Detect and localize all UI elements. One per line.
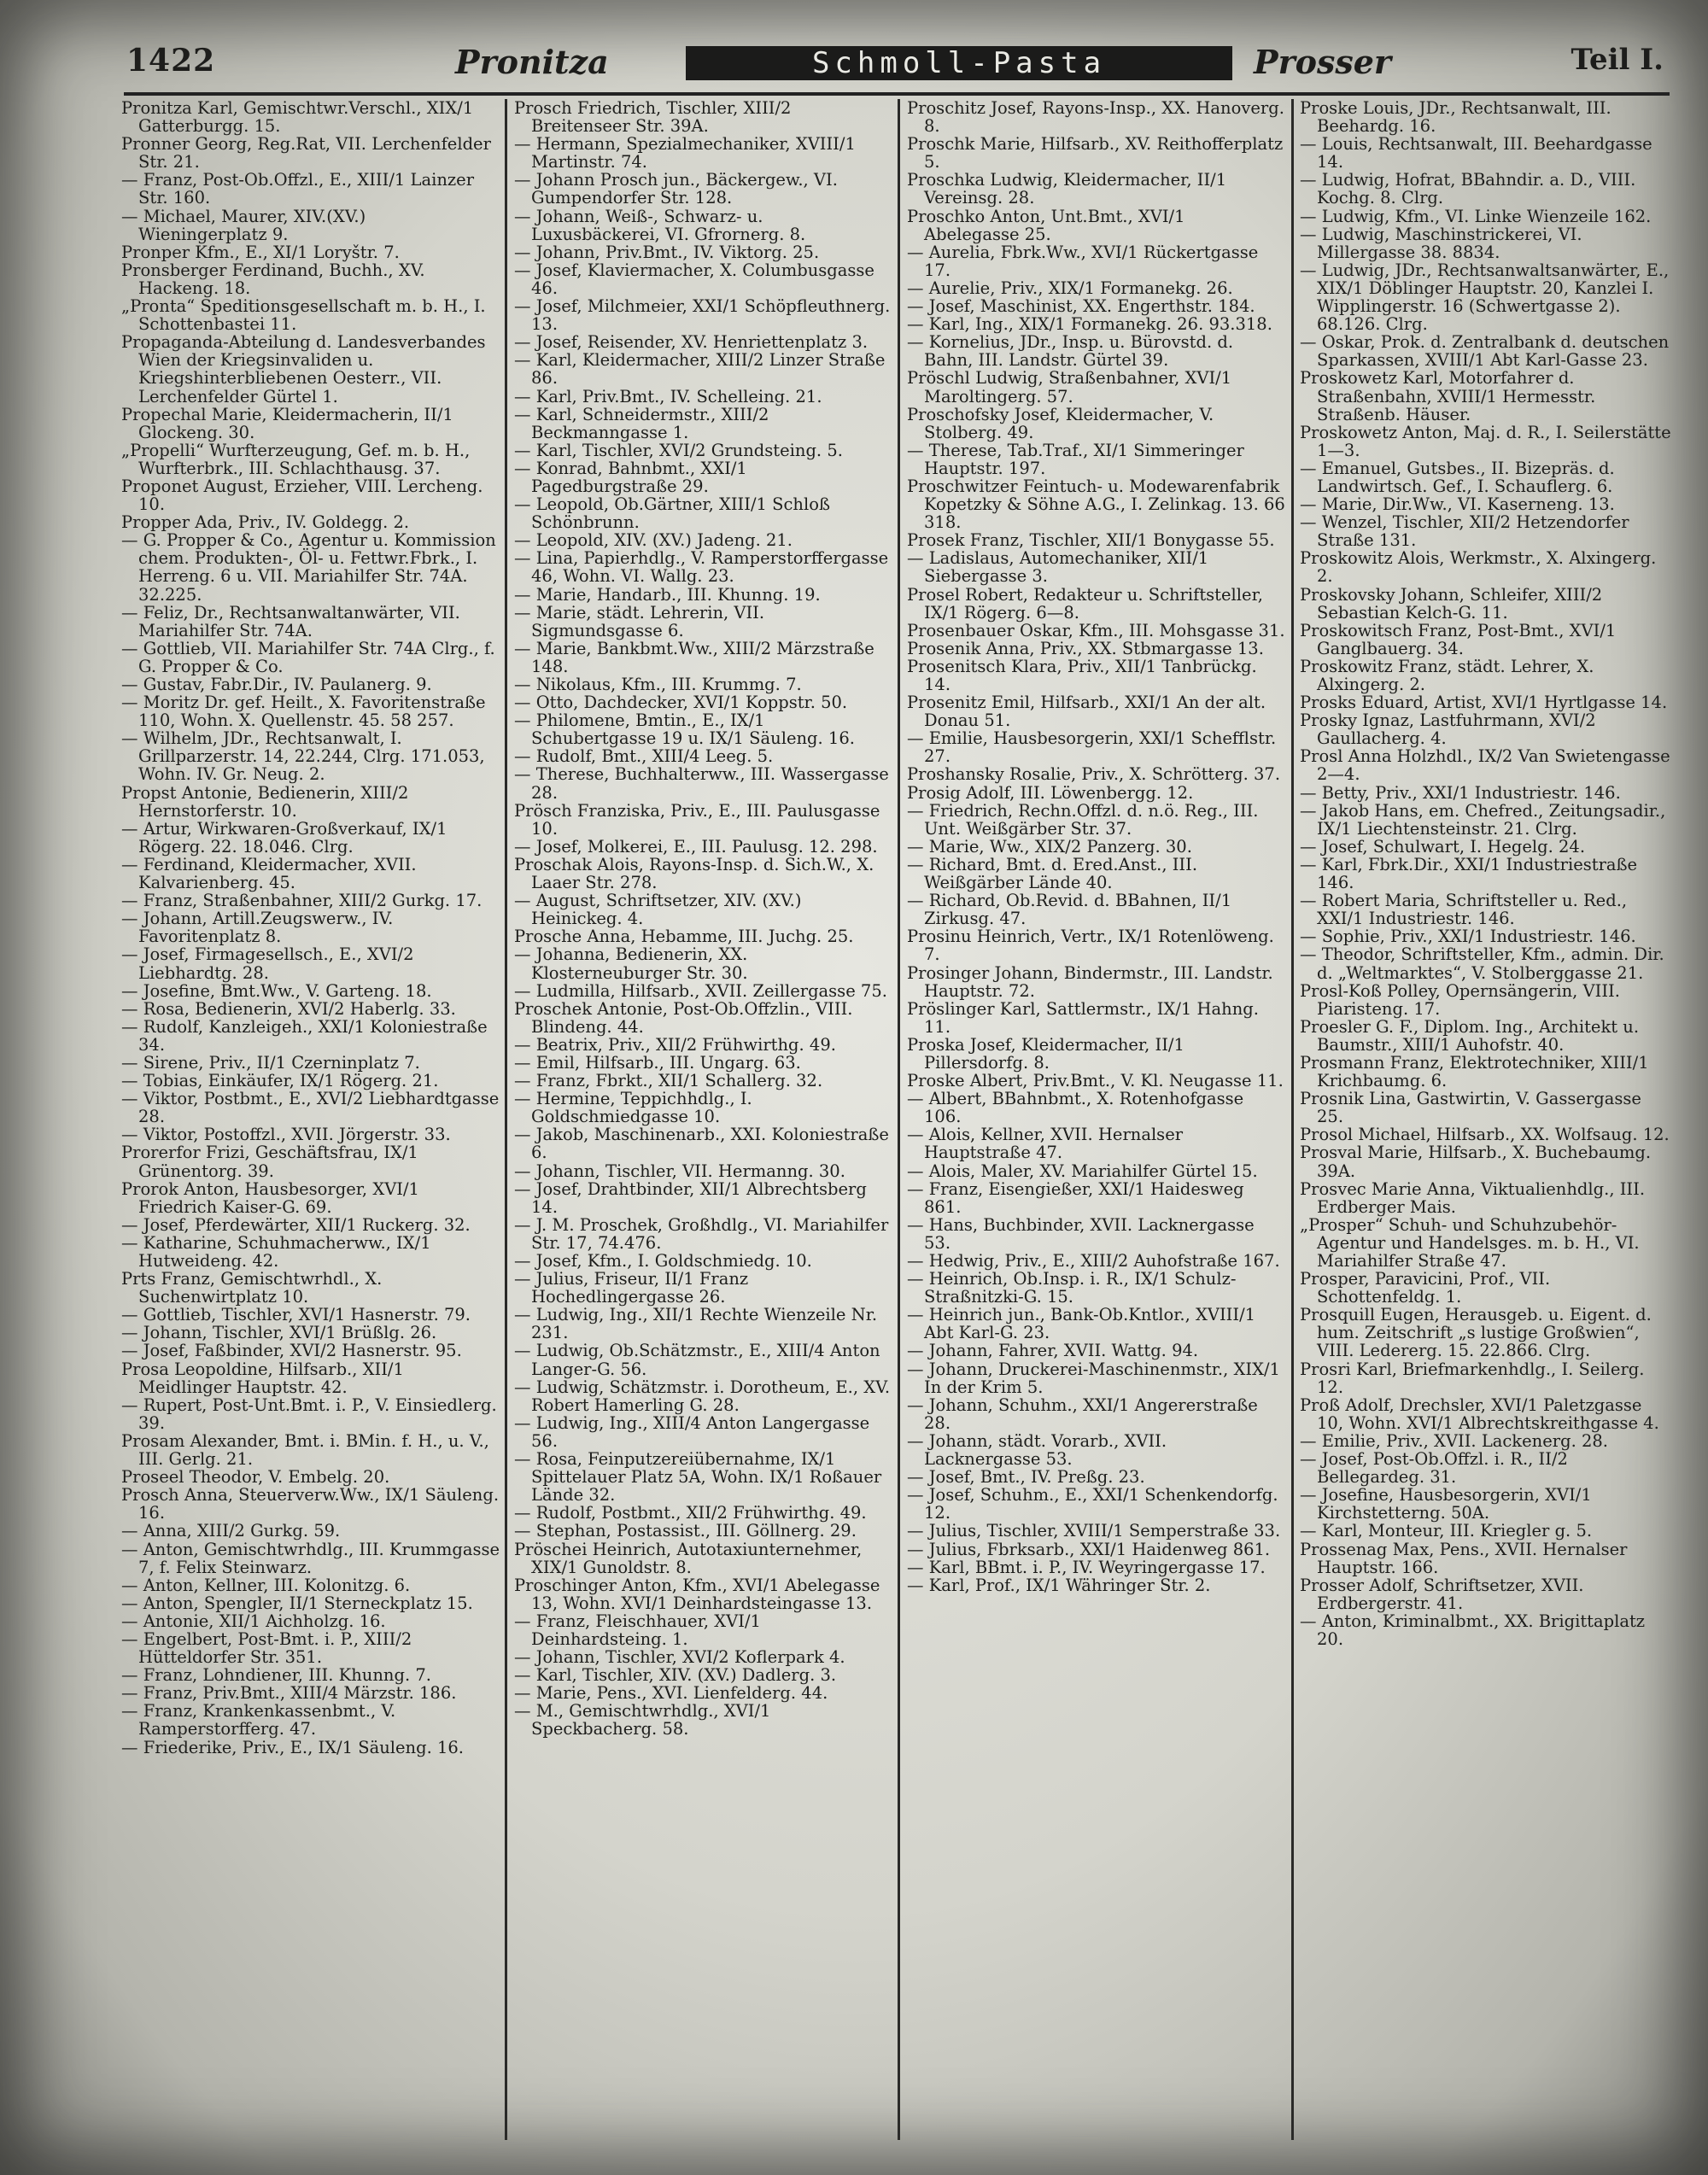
directory-entry: — Lina, Papierhdlg., V. Ramperstorffergasse 46, Wohn. VI. Wallg. 23.	[514, 548, 889, 587]
directory-entry: — Viktor, Postbmt., E., XVI/2 Liebhardtgasse 28.	[121, 1089, 500, 1127]
directory-entry: — Rosa, Bedienerin, XVI/2 Haberlg. 33.	[121, 998, 456, 1019]
directory-entry: — Ludwig, Kfm., VI. Linke Wienzeile 162.	[1300, 206, 1652, 226]
directory-entry: — Richard, Bmt. d. Ered.Anst., III. Weißgärber Lände 40.	[907, 854, 1198, 893]
directory-entry: — Beatrix, Priv., XII/2 Frühwirthg. 49.	[514, 1034, 836, 1055]
directory-entry: Prosenitsch Klara, Priv., XII/1 Tanbrückg. 14.	[907, 656, 1257, 694]
directory-entry: — Anton, Kellner, III. Kolonitzg. 6.	[121, 1575, 411, 1595]
directory-entry: — Johann, Artill.Zeugswerw., IV. Favoritenplatz 8.	[121, 909, 394, 947]
directory-entry: Proskovsky Johann, Schleifer, XIII/2 Sebastian Kelch-G. 11.	[1300, 584, 1603, 623]
directory-entry: — Josef, Milchmeier, XXI/1 Schöpfleuthnerg. 13.	[514, 296, 891, 335]
directory-entry: — August, Schriftsetzer, XIV. (XV.) Heinickeg. 4.	[514, 891, 802, 929]
directory-entry: — Emilie, Hausbesorgerin, XXI/1 Schefflstr. 27.	[907, 728, 1277, 767]
directory-entry: — Josef, Bmt., IV. Preßg. 23.	[907, 1467, 1145, 1488]
directory-entry: — Karl, Fbrk.Dir., XXI/1 Industriestraße 146.	[1300, 854, 1638, 893]
directory-entry: — Kornelius, JDr., Insp. u. Bürovstd. d. Bahn, III. Landstr. Gürtel 39.	[907, 332, 1234, 371]
directory-entry: — Franz, Lohndiener, III. Khunng. 7.	[121, 1665, 431, 1686]
directory-entry: Proska Josef, Kleidermacher, II/1 Pillersdorfg. 8.	[907, 1034, 1184, 1073]
directory-entry: — Jakob, Maschinenarb., XXI. Koloniestraße 6.	[514, 1125, 889, 1163]
column-divider	[1291, 99, 1294, 2140]
directory-entry: — G. Propper & Co., Agentur u. Kommission chem. Produkten-, Öl- u. Fettwr.Fbrk., I. Herreng. 6 u. VII. Mariahilfer Str. 74A. 32.225.	[121, 530, 496, 605]
directory-entry: Prosch Anna, Steuerverw.Ww., IX/1 Säuleng. 16.	[121, 1485, 500, 1523]
directory-entry: — Julius, Friseur, II/1 Franz Hochedlingergasse 26.	[514, 1269, 749, 1307]
directory-entry: — Marie, Pens., XVI. Lienfelderg. 44.	[514, 1683, 828, 1704]
directory-entry: — Johann, städt. Vorarb., XVII. Lacknergasse 53.	[907, 1430, 1167, 1470]
directory-entry: Prosch Friedrich, Tischler, XIII/2 Breitenseer Str. 39A.	[514, 99, 792, 137]
directory-entry: — Katharine, Schuhmacherww., IX/1 Hutweideng. 42.	[121, 1232, 431, 1271]
directory-entry: — Karl, BBmt. i. P., IV. Weyringergasse 17.	[907, 1557, 1266, 1577]
directory-entry: Prosenitz Emil, Hilfsarb., XXI/1 An der alt. Donau 51.	[907, 693, 1266, 731]
directory-entry: Pröschei Heinrich, Autotaxiunternehmer, XIX/1 Gunoldstr. 8.	[514, 1539, 863, 1577]
directory-entry: — Moritz Dr. gef. Heilt., X. Favoritenstraße 110, Wohn. X. Quellenstr. 45. 58 257.	[121, 693, 486, 731]
directory-entry: Propper Ada, Priv., IV. Goldegg. 2.	[121, 512, 410, 533]
directory-entry: — Marie, Handarb., III. Khunng. 19.	[514, 584, 821, 605]
directory-entry: Prosa Leopoldine, Hilfsarb., XII/1 Meidlinger Hauptstr. 42.	[121, 1359, 404, 1397]
directory-entry: Prosinger Johann, Bindermstr., III. Landstr. Hauptstr. 72.	[907, 962, 1273, 1001]
directory-entry: — Anton, Kriminalbmt., XX. Brigittaplatz 20.	[1300, 1611, 1646, 1649]
directory-entry: — Robert Maria, Schriftsteller u. Red., XXI/1 Industriestr. 146.	[1300, 891, 1628, 929]
directory-entry: Pröschl Ludwig, Straßenbahner, XVI/1 Maroltingerg. 57.	[907, 368, 1232, 406]
directory-entry: Proponet August, Erzieher, VIII. Lercheng. 10.	[121, 476, 483, 515]
directory-entry: — Karl, Priv.Bmt., IV. Schelleing. 21.	[514, 386, 822, 406]
directory-entry: — Franz, Priv.Bmt., XIII/4 Märzstr. 186.	[121, 1683, 457, 1704]
directory-entry: Proskowitz Franz, städt. Lehrer, X. Alxingerg. 2.	[1300, 656, 1594, 694]
directory-entry: — Anton, Spengler, II/1 Sterneckplatz 15.	[121, 1593, 473, 1613]
directory-entry: — Alois, Kellner, XVII. Hernalser Hauptstraße 47.	[907, 1125, 1184, 1163]
directory-entry: — Ladislaus, Automechaniker, XII/1 Siebergasse 3.	[907, 548, 1209, 587]
page-header	[126, 39, 1664, 94]
directory-entry: — Jakob Hans, em. Chefred., Zeitungsadir., IX/1 Liechtensteinstr. 21. Clrg.	[1300, 800, 1666, 839]
directory-entry: Prosenik Anna, Priv., XX. Stbmargasse 13.	[907, 638, 1264, 658]
directory-entry: Prosig Adolf, III. Löwenbergg. 12.	[907, 782, 1194, 803]
directory-entry: — Leopold, Ob.Gärtner, XIII/1 Schloß Schönbrunn.	[514, 494, 830, 533]
directory-entry: Pronitza Karl, Gemischtwr.Verschl., XIX/1 Gatterburgg. 15.	[121, 99, 474, 137]
directory-entry: — Heinrich, Ob.Insp. i. R., IX/1 Schulz-Straßnitzki-G. 15.	[907, 1269, 1237, 1307]
directory-entry: — Aurelia, Fbrk.Ww., XVI/1 Rückertgasse 17.	[907, 242, 1259, 280]
directory-entry: — Tobias, Einkäufer, IX/1 Rögerg. 21.	[121, 1071, 439, 1091]
directory-entry: — Josef, Post-Ob.Offzl. i. R., II/2 Bellegardeg. 31.	[1300, 1449, 1568, 1488]
directory-entry: — Aurelie, Priv., XIX/1 Formanekg. 26.	[907, 278, 1233, 298]
directory-entry: „Propelli“ Wurfterzeugung, Gef. m. b. H., Wurfterbrk., III. Schlachthausg. 37.	[121, 440, 471, 478]
directory-entry: — Ludmilla, Hilfsarb., XVII. Zeillergasse 75.	[514, 980, 887, 1001]
directory-entry: — Friedrich, Rechn.Offzl. d. n.ö. Reg., III. Unt. Weißgärber Str. 37.	[907, 800, 1259, 839]
directory-entry: — Friederike, Priv., E., IX/1 Säuleng. 16.	[121, 1737, 464, 1757]
directory-entry: Proskowitsch Franz, Post-Bmt., XVI/1 Ganglbauerg. 34.	[1300, 620, 1617, 658]
directory-entry: Prorok Anton, Hausbesorger, XVI/1 Friedrich Kaiser-G. 69.	[121, 1178, 419, 1217]
directory-entry: — Philomene, Bmtin., E., IX/1 Schubertgasse 19 u. IX/1 Säuleng. 16.	[514, 710, 855, 749]
column-2	[514, 99, 892, 2140]
directory-entry: Prosam Alexander, Bmt. i. BMin. f. H., u. V., III. Gerlg. 21.	[121, 1430, 489, 1470]
directory-entry: — Johann, Tischler, XVI/2 Koflerpark 4.	[514, 1647, 845, 1668]
directory-entry: Proschinger Anton, Kfm., XVI/1 Abelegasse 13, Wohn. XVI/1 Deinhardsteingasse 13.	[514, 1575, 880, 1613]
directory-entry: — Gottlieb, VII. Mariahilfer Str. 74A Clrg., f. G. Propper & Co.	[121, 638, 495, 676]
column-divider	[898, 99, 900, 2140]
directory-entry: Proschka Ludwig, Kleidermacher, II/1 Vereinsg. 28.	[907, 170, 1227, 208]
directory-entry: — Betty, Priv., XXI/1 Industriestr. 146.	[1300, 782, 1621, 803]
directory-entry: Prosper, Paravicini, Prof., VII. Schottenfeldg. 1.	[1300, 1269, 1551, 1307]
directory-entry: — Josef, Klaviermacher, X. Columbusgasse 46.	[514, 260, 874, 298]
directory-entry: — Leopold, XIV. (XV.) Jadeng. 21.	[514, 530, 793, 551]
directory-entry: Prosvec Marie Anna, Viktualienhdlg., III. Erdberger Mais.	[1300, 1178, 1646, 1217]
directory-entry: Prosquill Eugen, Herausgeb. u. Eigent. d. hum. Zeitschrift „s lustige Großwien“, VIII. Ledererg. 15. 22.866. Clrg.	[1300, 1305, 1652, 1361]
directory-entry: — Emanuel, Gutsbes., II. Bizepräs. d. Landwirtsch. Gef., I. Schauflerg. 6.	[1300, 458, 1615, 496]
directory-entry: — Karl, Schneidermstr., XIII/2 Beckmanngasse 1.	[514, 404, 769, 442]
directory-entry: Prosks Eduard, Artist, XVI/1 Hyrtlgasse 14.	[1300, 693, 1668, 713]
directory-entry: — Johanna, Bedienerin, XX. Klosterneuburger Str. 30.	[514, 944, 748, 983]
directory-entry: — Josef, Schuhm., E., XXI/1 Schenkendorfg. 12.	[907, 1485, 1278, 1523]
directory-entry: — Emilie, Priv., XVII. Lackenerg. 28.	[1300, 1430, 1608, 1451]
directory-entry: — Michael, Maurer, XIV.(XV.) Wieningerplatz 9.	[121, 206, 366, 244]
directory-entry: Pronner Georg, Reg.Rat, VII. Lerchenfelder Str. 21.	[121, 134, 491, 172]
directory-entry: — Engelbert, Post-Bmt. i. P., XIII/2 Hütteldorfer Str. 351.	[121, 1628, 412, 1668]
directory-entry: — Josef, Firmagesellsch., E., XVI/2 Liebhardtg. 28.	[121, 944, 414, 983]
directory-entry: — Sirene, Priv., II/1 Czerninplatz 7.	[121, 1052, 420, 1073]
directory-entry: — Oskar, Prok. d. Zentralbank d. deutschen Sparkassen, XVIII/1 Abt Karl-Gasse 23.	[1300, 332, 1670, 371]
directory-entry: — Josef, Reisender, XV. Henriettenplatz 3.	[514, 332, 869, 353]
directory-entry: — Hans, Buchbinder, XVII. Lacknergasse 53.	[907, 1214, 1255, 1253]
directory-entry: Prossenag Max, Pens., XVII. Hernalser Hauptstr. 166.	[1300, 1539, 1628, 1577]
directory-entry: — J. M. Proschek, Großhdlg., VI. Mariahilfer Str. 17, 74.476.	[514, 1214, 889, 1253]
directory-entry: — Viktor, Postoffzl., XVII. Jörgerstr. 33.	[121, 1125, 451, 1145]
directory-entry: — Josef, Faßbinder, XVI/2 Hasnerstr. 95.	[121, 1341, 462, 1361]
directory-entry: — Therese, Tab.Traf., XI/1 Simmeringer Hauptstr. 197.	[907, 440, 1244, 478]
directory-entry: Proske Louis, JDr., Rechtsanwalt, III. Beehardg. 16.	[1300, 99, 1611, 137]
directory-entry: — Johann, Schuhm., XXI/1 Angererstraße 28.	[907, 1394, 1258, 1433]
directory-entry: — Emil, Hilfsarb., III. Ungarg. 63.	[514, 1052, 801, 1073]
directory-entry: — Johann, Weiß-, Schwarz- u. Luxusbäckerei, VI. Gfrornerg. 8.	[514, 206, 806, 244]
directory-entry: Propst Antonie, Bedienerin, XIII/2 Hernstorferstr. 10.	[121, 782, 409, 821]
directory-entry: — Josef, Maschinist, XX. Engerthstr. 184.	[907, 296, 1255, 317]
directory-entry: Propechal Marie, Kleidermacherin, II/1 Glockeng. 30.	[121, 404, 453, 442]
directory-entry: — Marie, Dir.Ww., VI. Kaserneng. 13.	[1300, 494, 1615, 515]
directory-entry: Proschwitzer Feintuch- u. Modewarenfabrik Kopetzky & Söhne A.G., I. Zelinkag. 13. 66 318.	[907, 476, 1285, 533]
directory-entry: — Ludwig, Schätzmstr. i. Dorotheum, E., XV. Robert Hamerling G. 28.	[514, 1377, 891, 1415]
directory-entry: — Ferdinand, Kleidermacher, XVII. Kalvarienberg. 45.	[121, 854, 417, 893]
directory-entry: — Johann, Druckerei-Maschinenmstr., XIX/1 In der Krim 5.	[907, 1359, 1280, 1397]
directory-entry: — Wilhelm, JDr., Rechtsanwalt, I. Grillparzerstr. 14, 22.244, Clrg. 171.053, Wohn. IV. Gr. Neug. 2.	[121, 728, 485, 785]
directory-entry: — Karl, Tischler, XIV. (XV.) Dadlerg. 3.	[514, 1665, 837, 1686]
directory-entry: — Nikolaus, Kfm., III. Krummg. 7.	[514, 675, 802, 694]
directory-entry: Proshansky Rosalie, Priv., X. Schrötterg. 37.	[907, 764, 1281, 785]
directory-entry: — Karl, Kleidermacher, XIII/2 Linzer Straße 86.	[514, 350, 886, 389]
directory-entry: — Josef, Drahtbinder, XII/1 Albrechtsberg 14.	[514, 1178, 867, 1217]
directory-entry: — Heinrich jun., Bank-Ob.Kntlor., XVIII/1 Abt Karl-G. 23.	[907, 1305, 1256, 1343]
directory-entry: — Marie, Bankbmt.Ww., XIII/2 Märzstraße 148.	[514, 638, 874, 676]
columns-container	[121, 99, 1671, 2140]
directory-entry: — Hermine, Teppichhdlg., I. Goldschmiedgasse 10.	[514, 1089, 752, 1127]
directory-entry: Prosenbauer Oskar, Kfm., III. Mohsgasse 31.	[907, 620, 1285, 640]
directory-entry: — Gottlieb, Tischler, XVI/1 Hasnerstr. 79.	[121, 1305, 471, 1325]
directory-entry: — Antonie, XII/1 Aichholzg. 16.	[121, 1611, 386, 1631]
directory-entry: — Konrad, Bahnbmt., XXI/1 Pagedburgstraße 29.	[514, 458, 747, 496]
directory-entry: — Ludwig, Ing., XIII/4 Anton Langergasse 56.	[514, 1412, 870, 1451]
directory-entry: Prosri Karl, Briefmarkenhdlg., I. Seilerg. 12.	[1300, 1359, 1645, 1397]
directory-entry: Prösch Franziska, Priv., E., III. Paulusgasse 10.	[514, 800, 880, 839]
directory-entry: Pronper Kfm., E., XI/1 Loryštr. 7.	[121, 242, 400, 262]
directory-entry: — Ludwig, Maschinstrickerei, VI. Millergasse 38. 8834.	[1300, 224, 1582, 262]
directory-entry: Prosinu Heinrich, Vertr., IX/1 Rotenlöweng. 7.	[907, 927, 1274, 965]
directory-entry: — Franz, Post-Ob.Offzl., E., XIII/1 Lainzer Str. 160.	[121, 170, 475, 208]
directory-entry: — Wenzel, Tischler, XII/2 Hetzendorfer Straße 131.	[1300, 512, 1629, 551]
directory-entry: Proesler G. F., Diplom. Ing., Architekt u. Baumstr., XIII/1 Auhofstr. 40.	[1300, 1016, 1640, 1055]
directory-entry: — Alois, Maler, XV. Mariahilfer Gürtel 15.	[907, 1161, 1258, 1181]
directory-entry: — Rudolf, Bmt., XIII/4 Leeg. 5.	[514, 746, 774, 767]
directory-entry: Proß Adolf, Drechsler, XVI/1 Paletzgasse 10, Wohn. XVI/1 Albrechtskreithgasse 4.	[1300, 1394, 1659, 1433]
right-guide-word: Prosser	[1254, 43, 1391, 81]
banner-advertisement: Schmoll-Pasta	[686, 46, 1232, 80]
directory-entry: Proseel Theodor, V. Embelg. 20.	[121, 1467, 390, 1488]
directory-entry: Proschko Anton, Unt.Bmt., XVI/1 Abelegasse 25.	[907, 206, 1185, 244]
directory-entry: — Julius, Fbrksarb., XXI/1 Haidenweg 861.	[907, 1539, 1271, 1559]
directory-entry: — Marie, Ww., XIX/2 Panzerg. 30.	[907, 836, 1192, 857]
directory-entry: — Josef, Schulwart, I. Hegelg. 24.	[1300, 836, 1586, 857]
directory-entry: — Karl, Prof., IX/1 Währinger Str. 2.	[907, 1575, 1211, 1595]
directory-entry: — Karl, Ing., XIX/1 Formanekg. 26. 93.318.	[907, 314, 1272, 335]
directory-entry: — Josef, Pferdewärter, XII/1 Ruckerg. 32.	[121, 1214, 471, 1235]
directory-entry: — Johann, Priv.Bmt., IV. Viktorg. 25.	[514, 242, 820, 262]
directory-entry: — Hermann, Spezialmechaniker, XVIII/1 Martinstr. 74.	[514, 134, 856, 172]
directory-entry: — Franz, Straßenbahner, XIII/2 Gurkg. 17.	[121, 891, 483, 911]
directory-entry: Proschek Antonie, Post-Ob.Offzlin., VIII. Blindeng. 44.	[514, 998, 853, 1037]
directory-entry: — Sophie, Priv., XXI/1 Industriestr. 146.	[1300, 927, 1636, 947]
directory-entry: — Louis, Rechtsanwalt, III. Beehardgasse 14.	[1300, 134, 1652, 172]
directory-entry: — Franz, Fbrkt., XII/1 Schallerg. 32.	[514, 1071, 823, 1091]
directory-entry: — Anna, XIII/2 Gurkg. 59.	[121, 1521, 341, 1541]
directory-entry: Prosmann Franz, Elektrotechniker, XIII/1 Krichbaumg. 6.	[1300, 1052, 1649, 1091]
directory-entry: — Richard, Ob.Revid. d. BBahnen, II/1 Zirkusg. 47.	[907, 891, 1232, 929]
directory-entry: — Ludwig, Hofrat, BBahndir. a. D., VIII. Kochg. 8. Clrg.	[1300, 170, 1636, 208]
column-3	[907, 99, 1285, 2140]
directory-entry: — Ludwig, Ing., XII/1 Rechte Wienzeile Nr. 231.	[514, 1305, 878, 1343]
directory-entry: Prosnik Lina, Gastwirtin, V. Gassergasse 25.	[1300, 1089, 1641, 1127]
directory-entry: Proschofsky Josef, Kleidermacher, V. Stolberg. 49.	[907, 404, 1214, 442]
directory-entry: — Karl, Tischler, XVI/2 Grundsteing. 5.	[514, 440, 843, 460]
directory-entry: — Hedwig, Priv., E., XIII/2 Auhofstraße 167.	[907, 1251, 1280, 1271]
directory-entry: Prorerfor Frizi, Geschäftsfrau, IX/1 Grünentorg. 39.	[121, 1143, 418, 1181]
directory-entry: — Karl, Monteur, III. Kriegler g. 5.	[1300, 1521, 1593, 1541]
left-guide-word: Pronitza	[455, 43, 609, 81]
directory-entry: — Gustav, Fabr.Dir., IV. Paulanerg. 9.	[121, 675, 432, 694]
directory-entry: Prosval Marie, Hilfsarb., X. Buchebaumg. 39A.	[1300, 1143, 1652, 1181]
directory-entry: Prosser Adolf, Schriftsetzer, XVII. Erdbergerstr. 41.	[1300, 1575, 1584, 1613]
directory-entry: — Josefine, Hausbesorgerin, XVI/1 Kirchstetterng. 50A.	[1300, 1485, 1592, 1523]
directory-entry: Prosl Anna Holzhdl., IX/2 Van Swietengasse 2—4.	[1300, 746, 1670, 785]
directory-entry: — Johann, Fahrer, XVII. Wattg. 94.	[907, 1341, 1199, 1361]
directory-entry: — Josef, Molkerei, E., III. Paulusg. 12. 298.	[514, 836, 878, 857]
directory-entry: — M., Gemischtwrhdlg., XVI/1 Speckbacherg. 58.	[514, 1701, 771, 1739]
directory-entry: — Rudolf, Kanzleigeh., XXI/1 Koloniestraße 34.	[121, 1016, 488, 1055]
part-label: Teil I.	[1571, 43, 1664, 77]
directory-entry: — Otto, Dachdecker, XVI/1 Koppstr. 50.	[514, 693, 848, 713]
directory-entry: Proskowitz Alois, Werkmstr., X. Alxingerg. 2.	[1300, 548, 1657, 587]
directory-entry: Prosche Anna, Hebamme, III. Juchg. 25.	[514, 927, 854, 947]
directory-entry: Proschk Marie, Hilfsarb., XV. Reithofferplatz 5.	[907, 134, 1284, 172]
directory-entry: — Rudolf, Postbmt., XII/2 Frühwirthg. 49.	[514, 1503, 867, 1523]
directory-entry: Prosek Franz, Tischler, XII/1 Bonygasse 55.	[907, 530, 1275, 551]
directory-entry: Proske Albert, Priv.Bmt., V. Kl. Neugasse 11.	[907, 1071, 1284, 1091]
directory-entry: — Rupert, Post-Unt.Bmt. i. P., V. Einsiedlerg. 39.	[121, 1394, 497, 1433]
directory-entry: Prosol Michael, Hilfsarb., XX. Wolfsaug. 12.	[1300, 1125, 1670, 1145]
directory-entry: „Prosper“ Schuh- und Schuhzubehör-Agentur und Handelsges. m. b. H., VI. Mariahilfer Straße 47.	[1300, 1214, 1640, 1271]
directory-entry: — Josefine, Bmt.Ww., V. Garteng. 18.	[121, 980, 432, 1001]
directory-entry: — Franz, Krankenkassenbmt., V. Ramperstorfferg. 47.	[121, 1701, 396, 1739]
directory-entry: Prosel Robert, Redakteur u. Schriftsteller, IX/1 Rögerg. 6—8.	[907, 584, 1263, 623]
directory-entry: — Rosa, Feinputzereiübernahme, IX/1 Spittelauer Platz 5A, Wohn. IX/1 Roßauer Lände 32.	[514, 1449, 882, 1506]
directory-entry: — Johann, Tischler, XVI/1 Brüßlg. 26.	[121, 1323, 437, 1343]
directory-entry: — Julius, Tischler, XVIII/1 Semperstraße 33.	[907, 1521, 1281, 1541]
directory-entry: Prosl-Koß Polley, Opernsängerin, VIII. Piaristeng. 17.	[1300, 980, 1620, 1019]
directory-entry: Proschitz Josef, Rayons-Insp., XX. Hanoverg. 8.	[907, 99, 1284, 137]
directory-entry: — Johann, Tischler, VII. Hermanng. 30.	[514, 1161, 845, 1181]
directory-entry: „Pronta“ Speditionsgesellschaft m. b. H., I. Schottenbastei 11.	[121, 296, 486, 335]
directory-entry: Propaganda-Abteilung d. Landesverbandes Wien der Kriegsinvaliden u. Kriegshinterbliebenen Oesterr., VII. Lerchenfelder Gürtel 1.	[121, 332, 486, 406]
page-number: 1422	[126, 43, 216, 79]
directory-entry: Prts Franz, Gemischtwrhdl., X. Suchenwirtplatz 10.	[121, 1269, 383, 1307]
directory-entry: — Ludwig, Ob.Schätzmstr., E., XIII/4 Anton Langer-G. 56.	[514, 1341, 880, 1379]
directory-entry: — Anton, Gemischtwrhdlg., III. Krummgasse 7, f. Felix Steinwarz.	[121, 1539, 500, 1577]
directory-entry: — Franz, Fleischhauer, XVI/1 Deinhardsteing. 1.	[514, 1611, 761, 1649]
directory-entry: Proschak Alois, Rayons-Insp. d. Sich.W., X. Laaer Str. 278.	[514, 854, 874, 893]
directory-entry: Prosky Ignaz, Lastfuhrmann, XVI/2 Gaullacherg. 4.	[1300, 710, 1596, 749]
directory-entry: Pronsberger Ferdinand, Buchh., XV. Hackeng. 18.	[121, 260, 425, 298]
directory-entry: — Therese, Buchhalterww., III. Wassergasse 28.	[514, 764, 889, 803]
directory-entry: — Stephan, Postassist., III. Göllnerg. 29.	[514, 1521, 857, 1541]
directory-entry: Proskowetz Anton, Maj. d. R., I. Seilerstätte 1—3.	[1300, 422, 1671, 460]
column-1	[121, 99, 500, 2140]
directory-entry: — Josef, Kfm., I. Goldschmiedg. 10.	[514, 1251, 812, 1271]
directory-entry: Pröslinger Karl, Sattlermstr., IX/1 Hahng. 11.	[907, 998, 1259, 1037]
directory-entry: — Johann Prosch jun., Bäckergew., VI. Gumpendorfer Str. 128.	[514, 170, 838, 208]
directory-entry: — Albert, BBahnbmt., X. Rotenhofgasse 106.	[907, 1089, 1244, 1127]
directory-entry: Proskowetz Karl, Motorfahrer d. Straßenbahn, XVIII/1 Hermesstr. Straßenb. Häuser.	[1300, 368, 1596, 424]
directory-entry: — Theodor, Schriftsteller, Kfm., admin. Dir. d. „Weltmarktes“, V. Stolberggasse 21.	[1300, 944, 1664, 983]
directory-entry: — Marie, städt. Lehrerin, VII. Sigmundsgasse 6.	[514, 602, 765, 640]
column-divider	[505, 99, 507, 2140]
directory-entry: — Franz, Eisengießer, XXI/1 Haidesweg 861.	[907, 1178, 1244, 1217]
directory-entry: — Feliz, Dr., Rechtsanwaltanwärter, VII. Mariahilfer Str. 74A.	[121, 602, 460, 640]
header-rule	[124, 92, 1670, 96]
directory-entry: — Artur, Wirkwaren-Großverkauf, IX/1 Rögerg. 22. 18.046. Clrg.	[121, 818, 447, 857]
directory-entry: — Ludwig, JDr., Rechtsanwaltsanwärter, E., XIX/1 Döblinger Hauptstr. 20, Kanzlei I. Wipplingerstr. 16 (Schwertgasse 2). 68.126. Clrg.	[1300, 260, 1670, 335]
column-4	[1300, 99, 1671, 2140]
